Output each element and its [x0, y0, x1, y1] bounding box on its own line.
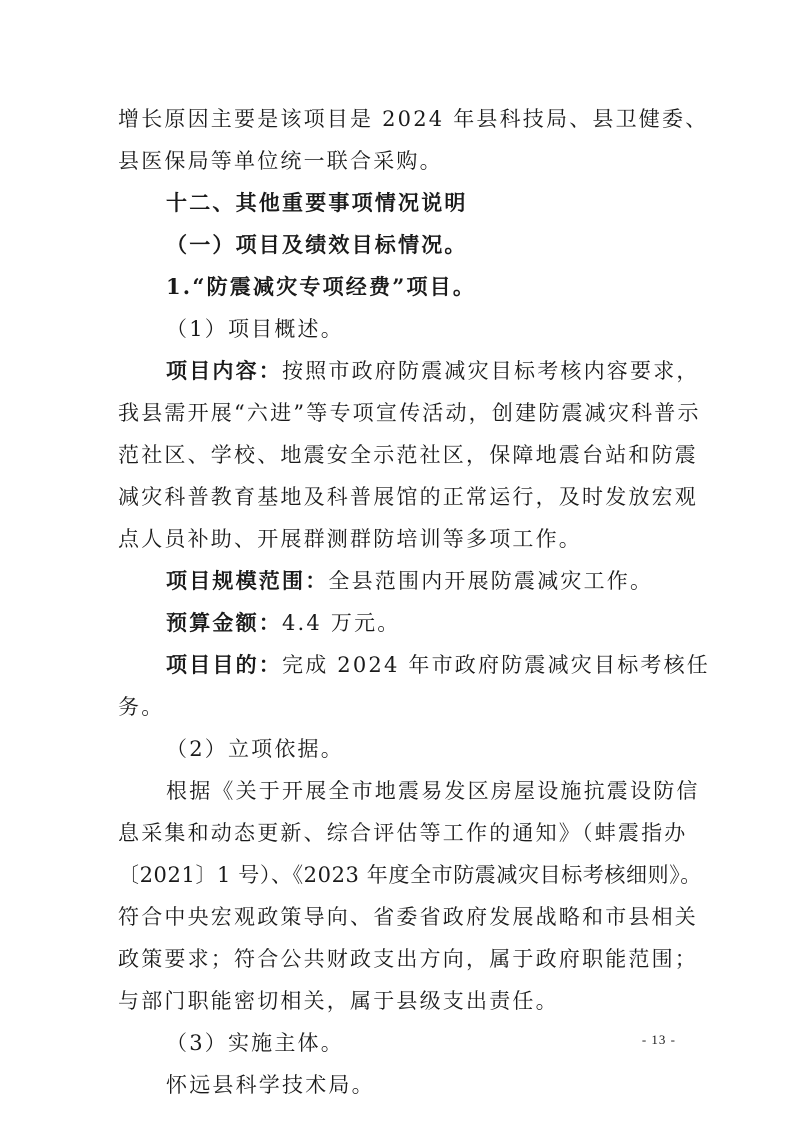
project-goal-line: [118, 644, 710, 686]
text-line: 点人员补助、开展群测群防培训等多项工作。: [118, 527, 582, 551]
project-scope-line: [118, 560, 678, 602]
text-line: 根据《关于开展全市地震易发区房屋设施抗震设防信: [166, 779, 700, 803]
text-line: 符合中央宏观政策导向、省委省政府发展战略和市县相关: [118, 905, 698, 929]
budget-line: [118, 602, 678, 644]
text-line: 怀远县科学技术局。: [166, 1073, 375, 1097]
text-line: 息采集和动态更新、综合评估等工作的通知》（蚌震指办: [118, 821, 688, 845]
document-body: [118, 98, 710, 1106]
project-content-text: 按照市政府防震减灾目标考核内容要求，: [282, 359, 700, 383]
subsection-heading: （一）项目及绩效目标情况。: [166, 232, 468, 257]
text-line: 范社区、学校、地震安全示范社区，保障地震台站和防震: [118, 443, 698, 467]
text-line: 增长原因主要是该项目是 2024 年县科技局、县卫健委、: [118, 107, 709, 131]
sub-item-heading: （2）立项依据。: [166, 737, 344, 761]
project-content-label: 项目内容：: [166, 358, 282, 383]
project-scope-text: 全县范围内开展防震减灾工作。: [328, 569, 654, 593]
sub-item-heading: （3）实施主体。: [166, 1031, 344, 1055]
project-scope-label: 项目规模范围：: [166, 568, 329, 593]
budget-text: 4.4 万元。: [282, 611, 401, 635]
page-number: - 13 -: [641, 1032, 676, 1047]
item-heading: 1.“防震减灾专项经费”项目。: [166, 274, 477, 299]
text-line: 务。: [118, 695, 165, 719]
text-line: 〔2021〕1 号）、《2023 年度全市防震减灾目标考核细则》。: [118, 863, 702, 887]
text-line: 政策要求；符合公共财政支出方向，属于政府职能范围；: [118, 947, 698, 971]
text-line: 县医保局等单位统一联合采购。: [118, 149, 443, 173]
project-content-line: [118, 350, 700, 392]
text-line: 我县需开展“六进”等专项宣传活动，创建防震减灾科普示: [118, 401, 701, 425]
project-goal-text: 完成 2024 年市政府防震减灾目标考核任: [282, 653, 710, 677]
project-goal-label: 项目目的：: [166, 652, 282, 677]
section-heading: 十二、其他重要事项情况说明: [166, 190, 468, 215]
text-line: 与部门职能密切相关，属于县级支出责任。: [118, 989, 559, 1013]
sub-item-heading: （1）项目概述。: [166, 317, 344, 341]
text-line: 减灾科普教育基地及科普展馆的正常运行，及时发放宏观: [118, 485, 698, 509]
budget-label: 预算金额：: [166, 610, 282, 635]
